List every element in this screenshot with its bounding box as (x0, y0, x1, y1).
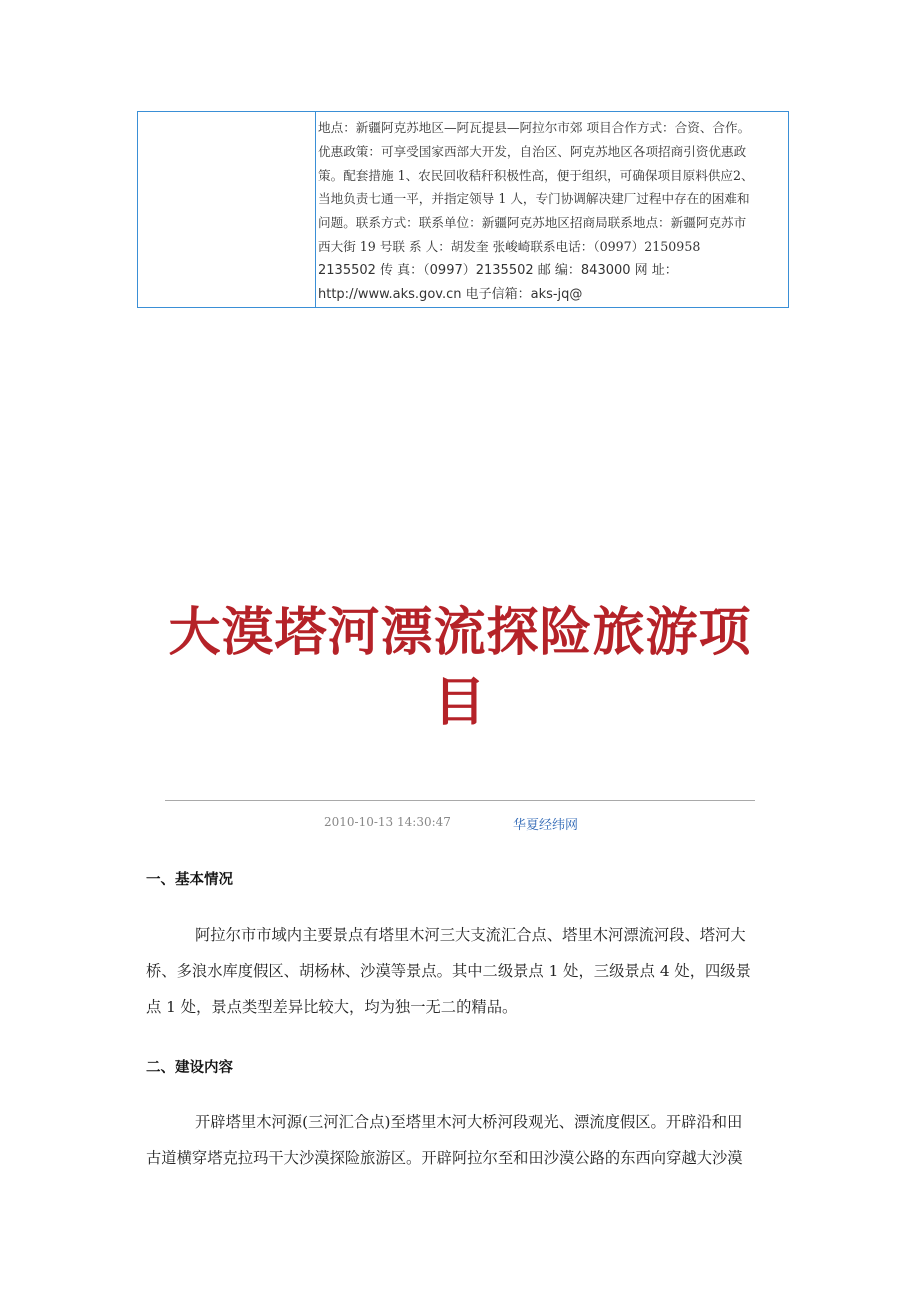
article-title (140, 598, 780, 738)
section-heading-construction: 二、建设内容 (146, 1060, 233, 1076)
paragraph-line: 阿拉尔市市域内主要景点有塔里木河三大支流汇合点、塔里木河漂流河段、塔河大 (195, 926, 746, 944)
article-title-line-2: 目 (433, 673, 487, 733)
source-link[interactable]: 华夏经纬网 (513, 818, 579, 833)
table-info-cell (316, 112, 788, 307)
table-empty-cell (138, 112, 316, 307)
info-line: http://www.aks.gov.cn 电子信箱：aks-jq@ (318, 286, 583, 302)
info-line: 问题。联系方式：联系单位：新疆阿克苏地区招商局联系地点：新疆阿克苏市 (318, 215, 747, 231)
section-heading-basic: 一、基本情况 (146, 872, 233, 888)
paragraph-line: 开辟塔里木河源(三河汇合点)至塔里木河大桥河段观光、漂流度假区。开辟沿和田 (195, 1113, 743, 1131)
paragraph-line: 古道横穿塔克拉玛干大沙漠探险旅游区。开辟阿拉尔至和田沙漠公路的东西向穿越大沙漠 (146, 1149, 743, 1167)
section-paragraph-basic (146, 917, 776, 1025)
paragraph-line: 点 1 处，景点类型差异比较大，均为独一无二的精品。 (146, 998, 518, 1016)
contact-info-table (137, 111, 789, 308)
title-divider (165, 800, 755, 801)
info-line: 当地负责七通一平，并指定领导 1 人，专门协调解决建厂过程中存在的困难和 (318, 191, 750, 207)
info-line: 策。配套措施 1、农民回收秸秆积极性高，便于组织，可确保项目原料供应2、 (318, 167, 754, 183)
info-line: 地点：新疆阿克苏地区—阿瓦提县—阿拉尔市郊 项目合作方式：合资、合作。 (318, 120, 751, 135)
info-line: 西大街 19 号联 系 人：胡发奎 张峻崎联系电话：（0997）2150958 (318, 238, 701, 254)
publish-date: 2010-10-13 14:30:47 (324, 815, 451, 829)
paragraph-line: 桥、多浪水库度假区、胡杨林、沙漠等景点。其中二级景点 1 处，三级景点 4 处，四级景 (146, 962, 751, 980)
info-line: 优惠政策：可享受国家西部大开发，自治区、阿克苏地区各项招商引资优惠政 (318, 143, 747, 159)
article-title-line-1: 大漠塔河漂流探险旅游项 (168, 603, 752, 663)
section-paragraph-construction (146, 1104, 776, 1176)
info-line: 2135502 传 真：（0997）2135502 邮 编：843000 网 址： (318, 262, 678, 278)
